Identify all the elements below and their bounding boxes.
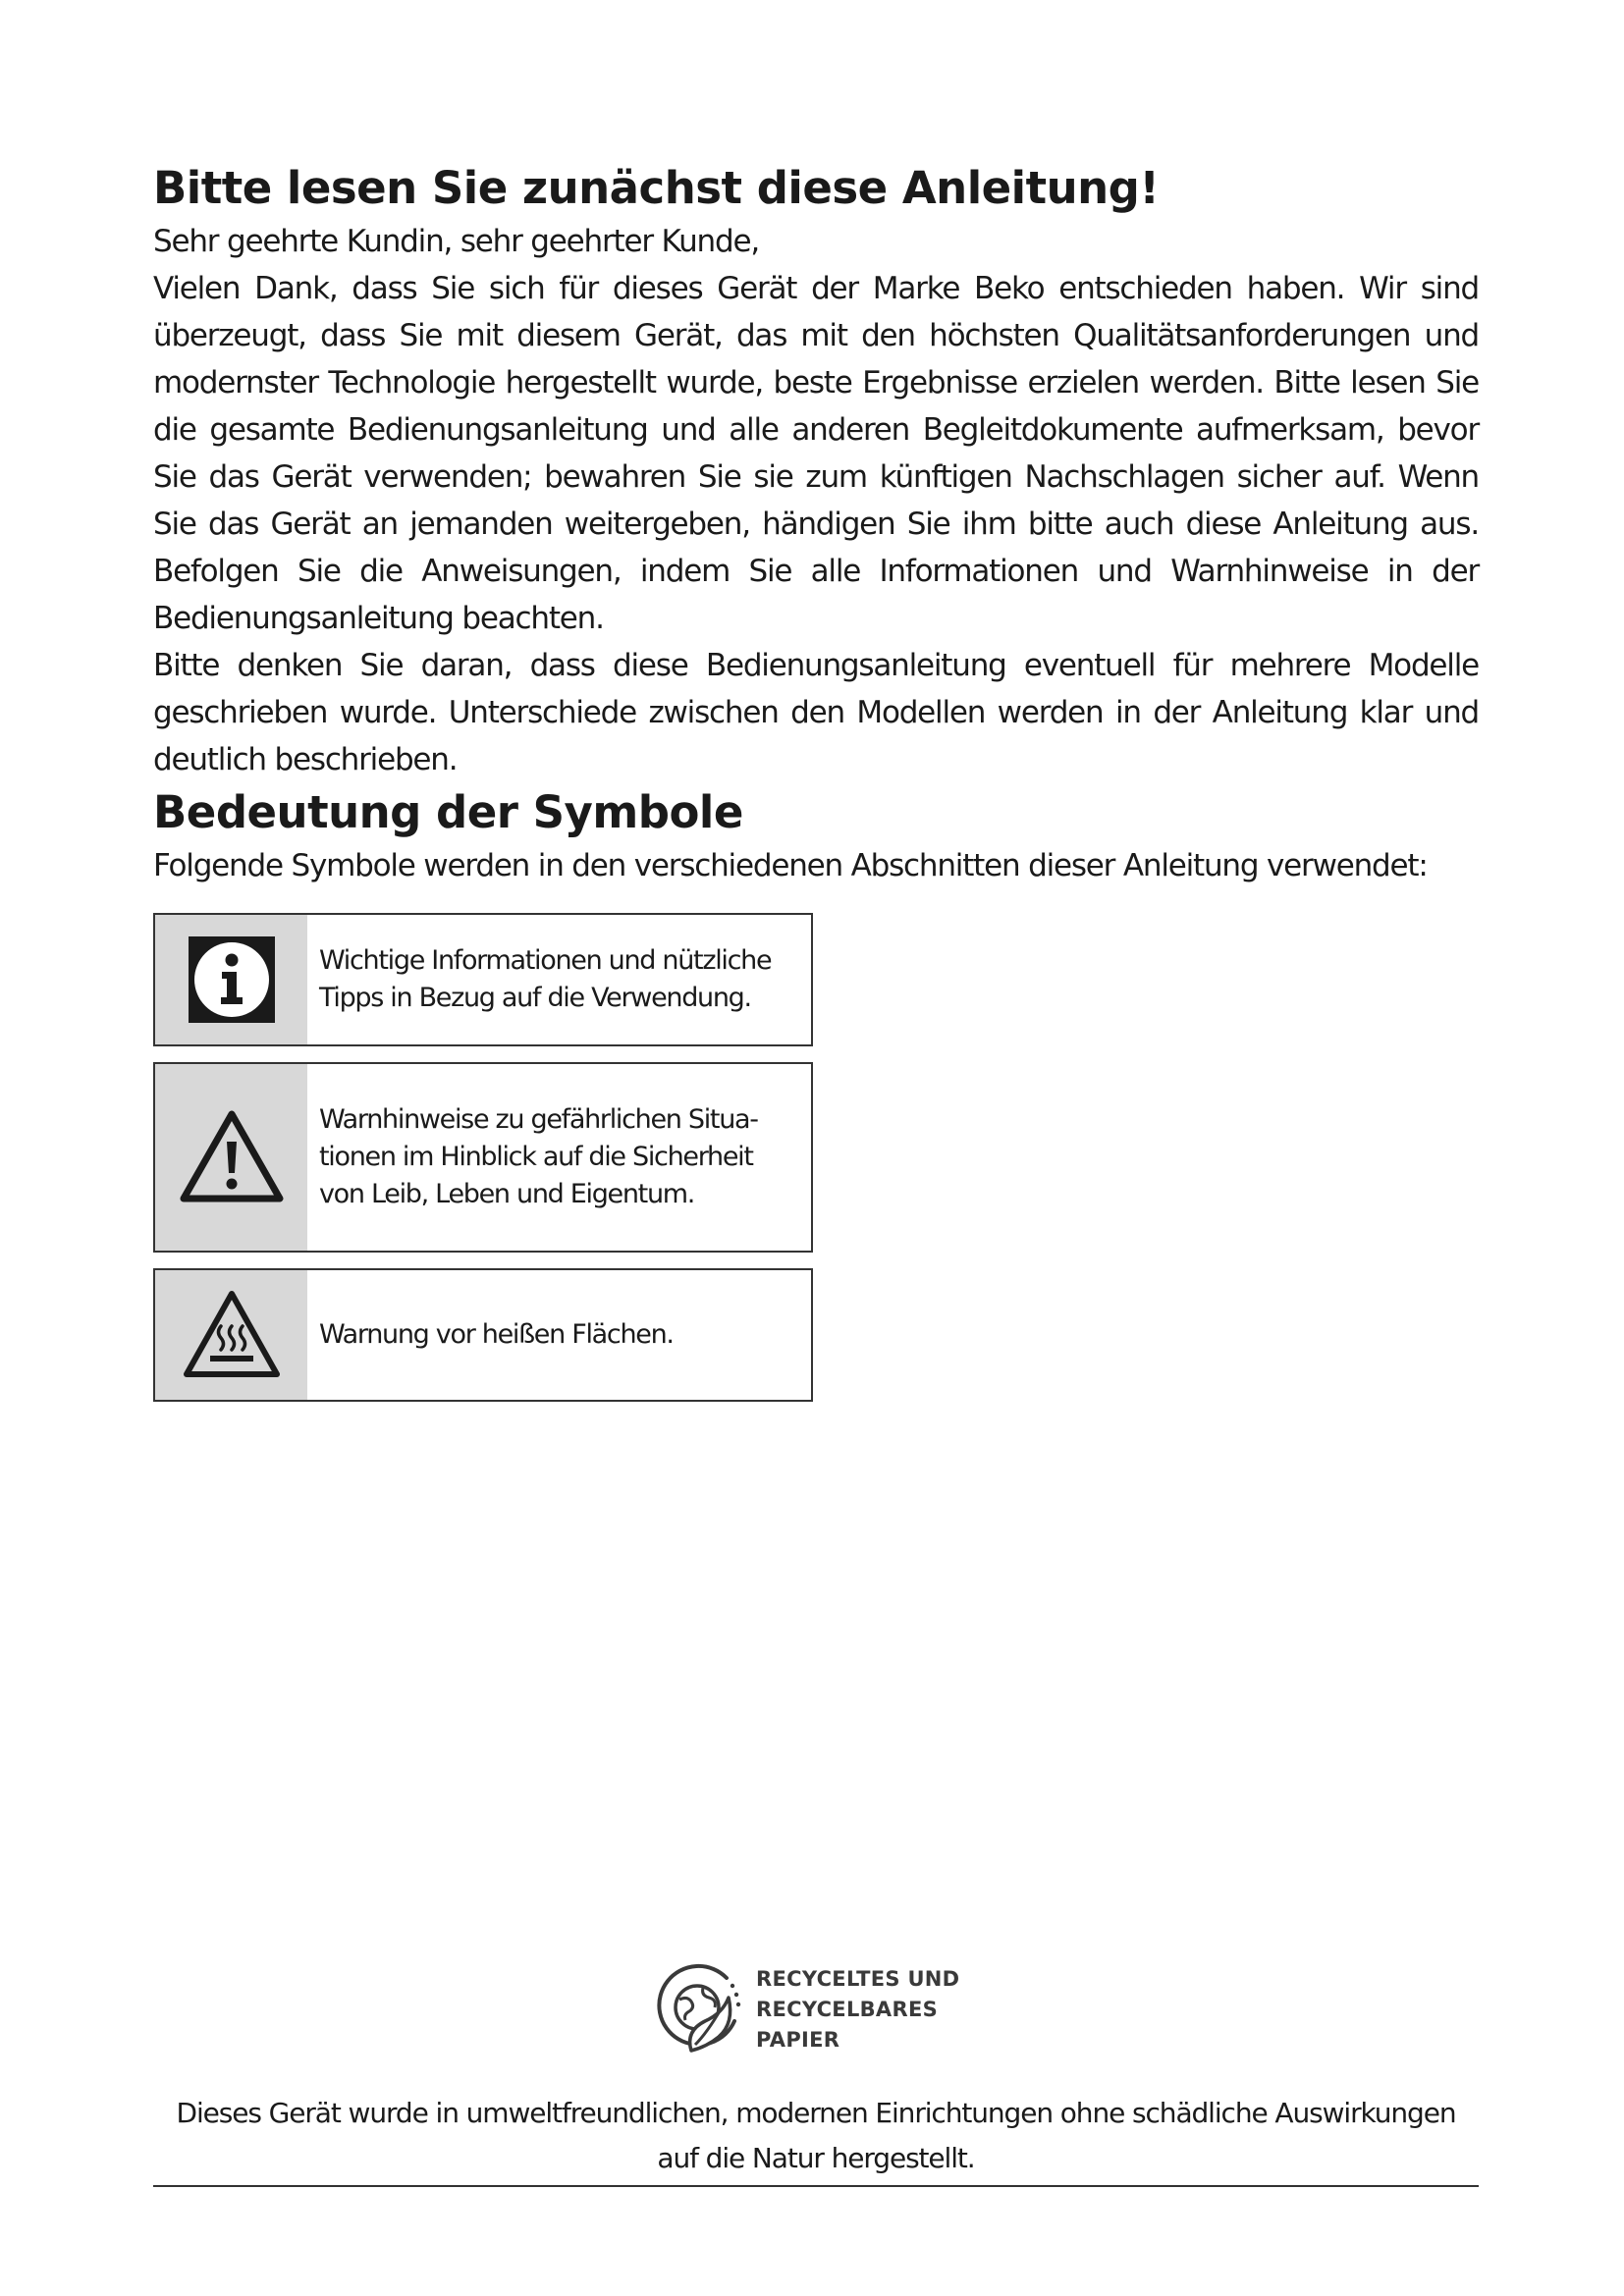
recycled-paper-line: RECYCELTES UND [756, 1966, 960, 1991]
symbols-title: Bedeutung der Symbole [153, 786, 743, 838]
hot-surface-icon [181, 1289, 283, 1381]
salutation: Sehr geehrte Kundin, sehr geehrter Kunde, [153, 224, 760, 259]
symbol-cell [155, 915, 307, 1044]
recycled-paper-line: RECYCELBARES [756, 1997, 939, 2021]
symbol-cell [155, 1064, 307, 1251]
symbol-description [307, 1270, 811, 1400]
symbol-text-line: von Leib, Leben und Eigentum. [319, 1179, 695, 1209]
symbol-row-info [153, 913, 813, 1046]
environment-note-line: Dieses Gerät wurde in umweltfreundlichen, modernen Einrichtungen ohne schädliche Auswirkungen [176, 2097, 1456, 2129]
symbol-text-line: Warnhinweise zu gefährlichen Situa- [319, 1104, 758, 1135]
symbol-row-warning [153, 1062, 813, 1253]
recycled-paper-logo [648, 1960, 959, 2058]
recycled-paper-line: PAPIER [756, 2027, 840, 2052]
recycled-paper-label [756, 1964, 959, 2056]
symbol-row-hot-surface [153, 1268, 813, 1402]
symbol-description [307, 915, 811, 1044]
info-icon [185, 933, 279, 1027]
symbol-description [307, 1064, 811, 1251]
recycled-paper-icon [648, 1960, 746, 2058]
footer-divider [153, 2185, 1479, 2187]
symbol-text-line: Warnung vor heißen Flächen. [319, 1319, 674, 1350]
symbols-intro: Folgende Symbole werden in den verschiedenen Abschnitten dieser Anleitung verwendet: [153, 848, 1428, 883]
symbol-cell [155, 1270, 307, 1400]
intro-title: Bitte lesen Sie zunächst diese Anleitung! [153, 162, 1160, 214]
page-content [153, 159, 1479, 1417]
environment-note [153, 2091, 1479, 2181]
symbol-text-line: tionen im Hinblick auf die Sicherheit [319, 1142, 753, 1172]
environment-note-line: auf die Natur hergestellt. [657, 2142, 975, 2174]
warning-icon [178, 1108, 286, 1206]
symbol-text-line: Wichtige Informationen und nützliche [319, 945, 772, 976]
intro-paragraph-2: Bitte denken Sie daran, dass diese Bedienungsanleitung eventuell für mehrere Modelle geschrieben wurde. Unterschiede zwischen den Modellen werden in der Anleitung klar und deutlich beschrieben. [153, 648, 1479, 777]
symbol-table [153, 913, 813, 1402]
intro-paragraph-1: Vielen Dank, dass Sie sich für dieses Gerät der Marke Beko entschieden haben. Wir sind überzeugt, dass Sie mit diesem Gerät, das mit den höchsten Qualitätsanforderungen und modernster Technologie hergestellt wurde, beste Ergebnisse erzielen werden. Bitte lesen Sie die gesamte Bedienungsanleitung und alle anderen Begleitdokumente aufmerksam, bevor Sie das Gerät verwenden; bewahren Sie sie zum künftigen Nachschlagen sicher auf. Wenn Sie das Gerät an jemanden weitergeben, händigen Sie ihm bitte auch diese Anleitung aus. Befolgen Sie die Anweisungen, indem Sie alle Informationen und Warnhinweise in der Bedienungsanleitung beachten. [153, 271, 1479, 636]
symbol-text-line: Tipps in Bezug auf die Verwendung. [319, 983, 751, 1013]
